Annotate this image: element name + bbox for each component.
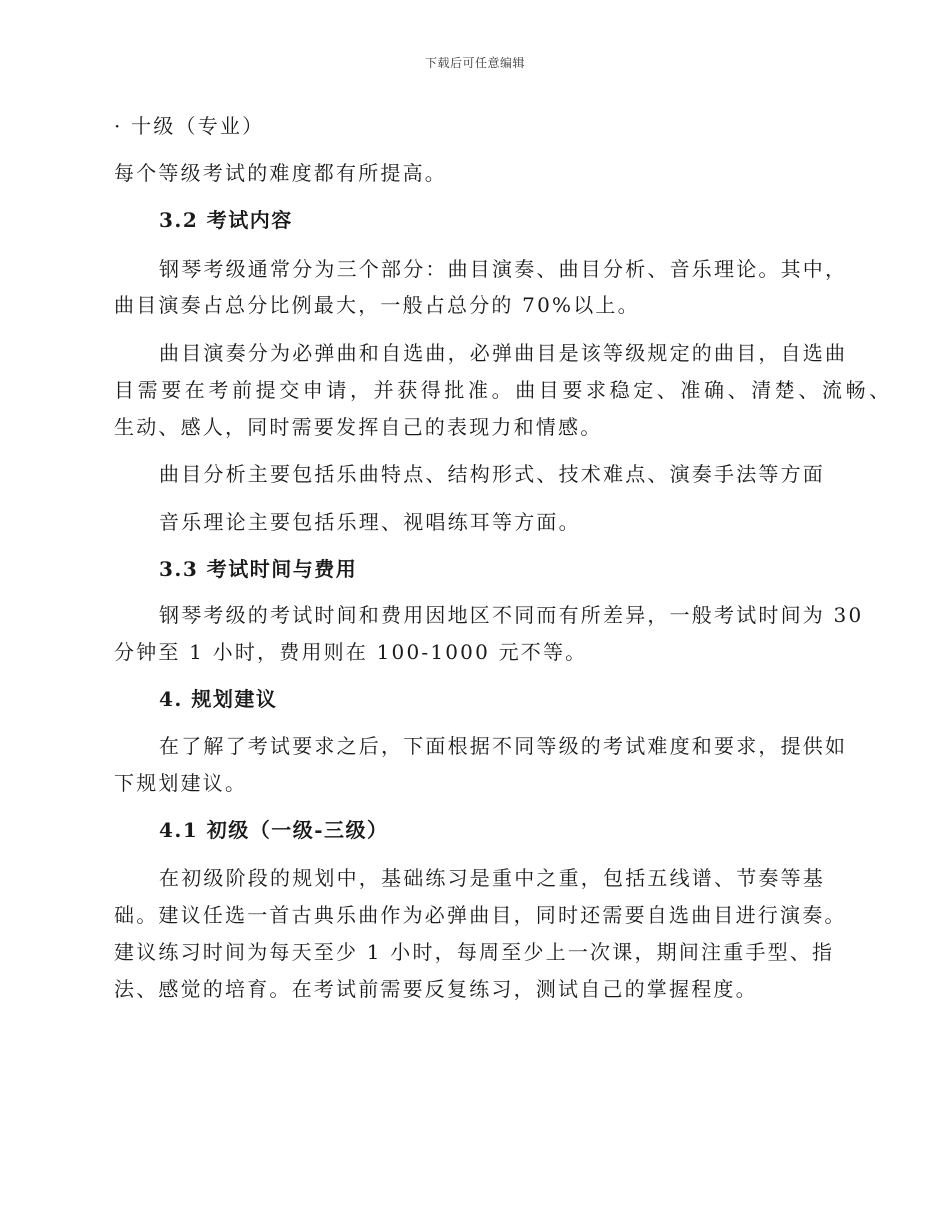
section-3-2-title: 3.2 考试内容 [159, 208, 293, 232]
paragraph-analysis: 曲目分析主要包括乐曲特点、结构形式、技术难点、演奏手法等方面 [159, 462, 825, 486]
bullet-level-10: · 十级（专业） [114, 114, 265, 138]
paragraph-line: 在初级阶段的规划中，基础练习是重中之重，包括五线谱、节奏等基 [159, 866, 825, 890]
paragraph-line: 曲目演奏占总分比例最大，一般占总分的 70%以上。 [114, 293, 640, 317]
paragraph-line: 下规划建议。 [114, 771, 248, 795]
paragraph-line: 建议练习时间为每天至少 1 小时，每周至少上一次课，期间注重手型、指 [114, 940, 835, 964]
paragraph-line: 钢琴考级的考试时间和费用因地区不同而有所差异，一般考试时间为 30 [159, 603, 864, 627]
paragraph-line: 分钟至 1 小时，费用则在 100-1000 元不等。 [114, 640, 588, 664]
page-header-note: 下载后可任意编辑 [424, 56, 525, 70]
section-3-3-title: 3.3 考试时间与费用 [159, 557, 358, 581]
difficulty-note: 每个等级考试的难度都有所提高。 [114, 161, 447, 185]
paragraph-line: 法、感觉的培育。在考试前需要反复练习，测试自己的掌握程度。 [114, 977, 758, 1001]
paragraph-line: 曲目演奏分为必弹曲和自选曲，必弹曲目是该等级规定的曲目，自选曲 [159, 341, 848, 365]
paragraph-theory: 音乐理论主要包括乐理、视唱练耳等方面。 [159, 510, 581, 534]
section-4-1-title: 4.1 初级（一级-三级） [159, 818, 389, 842]
paragraph-line: 在了解了考试要求之后，下面根据不同等级的考试难度和要求，提供如 [159, 734, 848, 758]
paragraph-line: 目需要在考前提交申请，并获得批准。曲目要求稳定、准确、清楚、流畅、 [114, 378, 893, 402]
paragraph-line: 生动、感人，同时需要发挥自己的表现力和情感。 [114, 415, 603, 439]
paragraph-line: 础。建议任选一首古典乐曲作为必弹曲目，同时还需要自选曲目进行演奏。 [114, 903, 847, 927]
section-4-title: 4. 规划建议 [159, 687, 278, 711]
paragraph-line: 钢琴考级通常分为三个部分：曲目演奏、曲目分析、音乐理论。其中， [159, 257, 848, 281]
